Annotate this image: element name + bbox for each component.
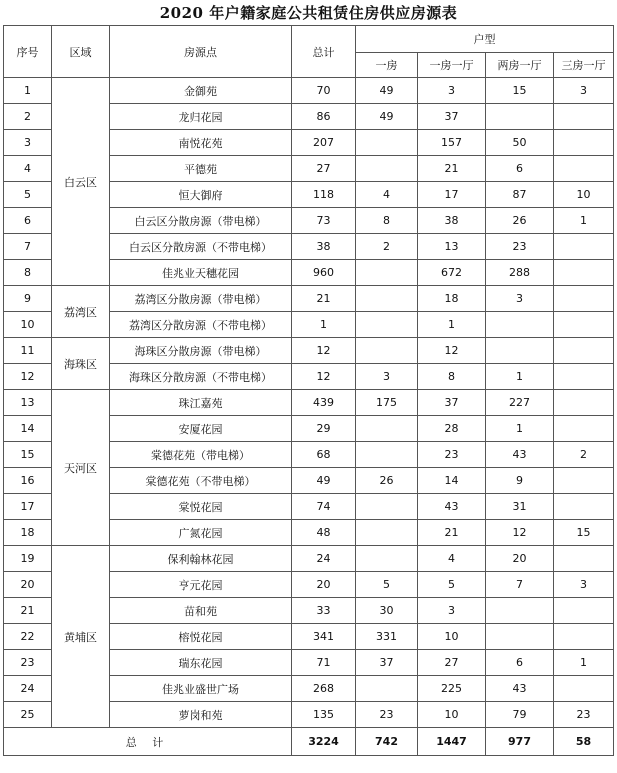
row-type-4: 3 (554, 78, 614, 104)
row-type-1: 4 (356, 182, 418, 208)
row-source: 保利翰林花园 (110, 546, 292, 572)
row-seq: 19 (4, 546, 52, 572)
row-type-2: 3 (418, 78, 486, 104)
row-seq: 25 (4, 702, 52, 728)
row-type-1: 23 (356, 702, 418, 728)
district-cell: 白云区 (52, 78, 110, 286)
district-cell: 荔湾区 (52, 286, 110, 338)
row-type-1 (356, 312, 418, 338)
table-body (4, 78, 614, 728)
row-source: 萝岗和苑 (110, 702, 292, 728)
row-source: 棠德花苑（不带电梯） (110, 468, 292, 494)
row-type-2: 43 (418, 494, 486, 520)
row-source: 瑞东花园 (110, 650, 292, 676)
row-type-3: 12 (486, 520, 554, 546)
row-seq: 17 (4, 494, 52, 520)
row-type-2: 13 (418, 234, 486, 260)
row-type-4 (554, 286, 614, 312)
row-type-1 (356, 520, 418, 546)
row-type-1: 3 (356, 364, 418, 390)
page-title: 2020 年户籍家庭公共租赁住房供应房源表 (159, 4, 458, 22)
row-source: 佳兆业天穗花园 (110, 260, 292, 286)
row-total: 38 (292, 234, 356, 260)
row-type-1: 49 (356, 104, 418, 130)
row-seq: 9 (4, 286, 52, 312)
row-type-2: 8 (418, 364, 486, 390)
row-type-1 (356, 156, 418, 182)
row-type-4: 10 (554, 182, 614, 208)
row-seq: 2 (4, 104, 52, 130)
row-source: 珠江嘉苑 (110, 390, 292, 416)
row-type-2: 27 (418, 650, 486, 676)
row-type-1 (356, 546, 418, 572)
row-seq: 4 (4, 156, 52, 182)
row-type-1 (356, 676, 418, 702)
row-type-2: 1 (418, 312, 486, 338)
row-type-1 (356, 260, 418, 286)
row-seq: 24 (4, 676, 52, 702)
row-seq: 15 (4, 442, 52, 468)
row-total: 1 (292, 312, 356, 338)
header-total: 总计 (292, 26, 356, 78)
row-total: 48 (292, 520, 356, 546)
row-type-3: 1 (486, 416, 554, 442)
row-source: 平德苑 (110, 156, 292, 182)
row-type-3: 26 (486, 208, 554, 234)
row-type-4 (554, 390, 614, 416)
header-seq: 序号 (4, 26, 52, 78)
row-type-3: 23 (486, 234, 554, 260)
row-seq: 18 (4, 520, 52, 546)
total-type-2: 1447 (418, 728, 486, 756)
row-source: 荔湾区分散房源（不带电梯） (110, 312, 292, 338)
row-total: 73 (292, 208, 356, 234)
row-type-4 (554, 338, 614, 364)
row-type-2: 672 (418, 260, 486, 286)
row-seq: 13 (4, 390, 52, 416)
row-source: 恒大御府 (110, 182, 292, 208)
district-cell: 天河区 (52, 390, 110, 546)
row-type-1 (356, 286, 418, 312)
row-type-3: 43 (486, 676, 554, 702)
row-source: 苗和苑 (110, 598, 292, 624)
row-source: 白云区分散房源（带电梯） (110, 208, 292, 234)
row-type-3: 15 (486, 78, 554, 104)
row-type-2: 23 (418, 442, 486, 468)
row-total: 27 (292, 156, 356, 182)
row-type-3: 79 (486, 702, 554, 728)
row-seq: 5 (4, 182, 52, 208)
row-total: 74 (292, 494, 356, 520)
row-source: 亨元花园 (110, 572, 292, 598)
row-type-3: 9 (486, 468, 554, 494)
district-cell: 黄埔区 (52, 546, 110, 728)
row-type-2: 38 (418, 208, 486, 234)
row-source: 龙归花园 (110, 104, 292, 130)
header-type-4: 三房一厅 (554, 53, 614, 78)
row-type-1: 8 (356, 208, 418, 234)
row-source: 金御苑 (110, 78, 292, 104)
row-source: 佳兆业盛世广场 (110, 676, 292, 702)
row-type-2: 28 (418, 416, 486, 442)
row-type-3: 1 (486, 364, 554, 390)
row-total: 12 (292, 364, 356, 390)
row-type-3: 43 (486, 442, 554, 468)
row-total: 21 (292, 286, 356, 312)
row-total: 20 (292, 572, 356, 598)
row-type-1: 30 (356, 598, 418, 624)
row-seq: 6 (4, 208, 52, 234)
row-type-1: 331 (356, 624, 418, 650)
row-type-3: 50 (486, 130, 554, 156)
row-type-3: 6 (486, 156, 554, 182)
table-row (4, 286, 614, 312)
total-sum: 3224 (292, 728, 356, 756)
total-row (4, 728, 614, 756)
table-row (4, 546, 614, 572)
row-total: 86 (292, 104, 356, 130)
row-seq: 8 (4, 260, 52, 286)
row-type-4: 2 (554, 442, 614, 468)
row-type-3: 7 (486, 572, 554, 598)
row-total: 341 (292, 624, 356, 650)
row-type-2: 37 (418, 390, 486, 416)
row-type-1 (356, 494, 418, 520)
row-type-3: 87 (486, 182, 554, 208)
row-type-4 (554, 468, 614, 494)
row-type-3 (486, 104, 554, 130)
header-source: 房源点 (110, 26, 292, 78)
table-row (4, 338, 614, 364)
row-total: 29 (292, 416, 356, 442)
row-seq: 21 (4, 598, 52, 624)
row-total: 960 (292, 260, 356, 286)
row-seq: 12 (4, 364, 52, 390)
row-total: 118 (292, 182, 356, 208)
row-total: 268 (292, 676, 356, 702)
row-type-3: 6 (486, 650, 554, 676)
row-type-4 (554, 364, 614, 390)
row-seq: 10 (4, 312, 52, 338)
row-seq: 22 (4, 624, 52, 650)
row-source: 榕悦花园 (110, 624, 292, 650)
row-type-1: 49 (356, 78, 418, 104)
row-seq: 3 (4, 130, 52, 156)
row-source: 荔湾区分散房源（带电梯） (110, 286, 292, 312)
row-total: 71 (292, 650, 356, 676)
header-type-3: 两房一厅 (486, 53, 554, 78)
row-type-1 (356, 442, 418, 468)
row-type-3 (486, 338, 554, 364)
row-type-1: 175 (356, 390, 418, 416)
row-type-3: 3 (486, 286, 554, 312)
row-source: 海珠区分散房源（不带电梯） (110, 364, 292, 390)
row-type-1: 5 (356, 572, 418, 598)
row-type-4: 3 (554, 572, 614, 598)
row-type-4 (554, 494, 614, 520)
row-source: 南悦花苑 (110, 130, 292, 156)
row-type-2: 37 (418, 104, 486, 130)
row-type-2: 3 (418, 598, 486, 624)
table-header (4, 26, 614, 78)
housing-supply-table (3, 25, 614, 756)
row-type-2: 12 (418, 338, 486, 364)
row-type-4 (554, 546, 614, 572)
row-type-4 (554, 598, 614, 624)
row-type-3 (486, 624, 554, 650)
row-source: 安厦花园 (110, 416, 292, 442)
header-type-group: 户型 (356, 26, 614, 53)
row-type-3: 288 (486, 260, 554, 286)
row-source: 白云区分散房源（不带电梯） (110, 234, 292, 260)
row-type-1: 26 (356, 468, 418, 494)
row-total: 70 (292, 78, 356, 104)
total-type-1: 742 (356, 728, 418, 756)
header-district: 区域 (52, 26, 110, 78)
row-type-2: 10 (418, 702, 486, 728)
row-type-1 (356, 130, 418, 156)
district-cell: 海珠区 (52, 338, 110, 390)
row-type-2: 18 (418, 286, 486, 312)
row-seq: 1 (4, 78, 52, 104)
row-type-2: 10 (418, 624, 486, 650)
row-type-4: 23 (554, 702, 614, 728)
row-type-1 (356, 338, 418, 364)
row-source: 海珠区分散房源（带电梯） (110, 338, 292, 364)
row-type-2: 14 (418, 468, 486, 494)
row-type-1: 37 (356, 650, 418, 676)
row-total: 33 (292, 598, 356, 624)
row-source: 棠悦花园 (110, 494, 292, 520)
row-seq: 11 (4, 338, 52, 364)
table-row (4, 78, 614, 104)
table-row (4, 390, 614, 416)
row-source: 广氮花园 (110, 520, 292, 546)
row-type-4: 1 (554, 650, 614, 676)
total-type-4: 58 (554, 728, 614, 756)
row-type-3: 227 (486, 390, 554, 416)
row-type-4 (554, 130, 614, 156)
row-type-4: 15 (554, 520, 614, 546)
row-type-4 (554, 676, 614, 702)
row-total: 49 (292, 468, 356, 494)
row-type-3: 31 (486, 494, 554, 520)
row-total: 68 (292, 442, 356, 468)
row-total: 12 (292, 338, 356, 364)
row-seq: 7 (4, 234, 52, 260)
row-type-4 (554, 312, 614, 338)
row-type-2: 225 (418, 676, 486, 702)
row-type-2: 4 (418, 546, 486, 572)
row-type-4 (554, 260, 614, 286)
header-type-1: 一房 (356, 53, 418, 78)
row-type-4 (554, 624, 614, 650)
row-type-2: 17 (418, 182, 486, 208)
row-type-1 (356, 416, 418, 442)
row-seq: 16 (4, 468, 52, 494)
header-type-2: 一房一厅 (418, 53, 486, 78)
total-label: 总 计 (4, 728, 292, 756)
row-source: 棠德花苑（带电梯） (110, 442, 292, 468)
row-type-2: 21 (418, 520, 486, 546)
row-total: 24 (292, 546, 356, 572)
row-seq: 23 (4, 650, 52, 676)
row-type-1: 2 (356, 234, 418, 260)
row-type-4 (554, 234, 614, 260)
row-type-3 (486, 312, 554, 338)
row-type-2: 5 (418, 572, 486, 598)
row-seq: 20 (4, 572, 52, 598)
row-total: 135 (292, 702, 356, 728)
row-type-4: 1 (554, 208, 614, 234)
row-type-2: 21 (418, 156, 486, 182)
row-type-3 (486, 598, 554, 624)
row-type-4 (554, 104, 614, 130)
row-total: 439 (292, 390, 356, 416)
row-type-2: 157 (418, 130, 486, 156)
row-seq: 14 (4, 416, 52, 442)
row-type-3: 20 (486, 546, 554, 572)
total-type-3: 977 (486, 728, 554, 756)
row-type-4 (554, 416, 614, 442)
row-total: 207 (292, 130, 356, 156)
row-type-4 (554, 156, 614, 182)
